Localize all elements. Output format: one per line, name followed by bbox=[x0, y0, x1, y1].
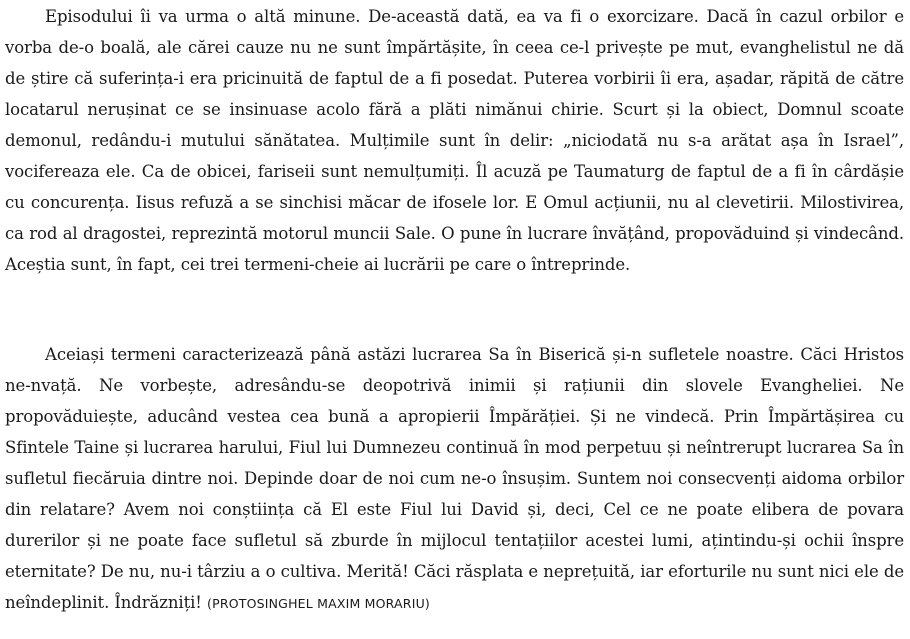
paragraph-2-text: Aceiași termeni caracterizează până astăzi lucrarea Sa în Biserică și-n sufletele noastre. Căci Hristos ne-nvață. Ne vorbește, adresându-se deopotrivă inimii și rațiunii din slovele Evangheliei. Ne propovăduiește, aducând vestea cea bună a apropierii Împărăției. Și ne vindecă. Prin Împărtășirea cu Sfintele Taine și lucrarea harului, Fiul lui Dumnezeu continuă în mod perpetuu și neîntrerupt lucrarea Sa în sufletul fiecăruia dintre noi. Depinde doar de noi cum ne-o însușim. Suntem noi consecvenți aidoma orbilor din relatare? Avem noi conștiința că El este Fiul lui David și, deci, Cel ce ne poate elibera de povara durerilor și ne poate face sufletul să zburde în mijlocul tentațiilor acestei lumi, ațintindu-și ochii înspre eternitate? De nu, nu-i târziu a o cultiva. Merită! Căci răsplata e neprețuită, iar eforturile nu sunt nici ele de neîndeplinit. Îndrăzniți! bbox=[5, 345, 904, 612]
paragraph-2 bbox=[5, 339, 904, 619]
author-signature: (PROTOSINGHEL MAXIM MORARIU) bbox=[207, 596, 431, 611]
paragraph-1-text: Episodului îi va urma o altă minune. De-această dată, ea va fi o exorcizare. Dacă în cazul orbilor e vorba de-o boală, ale cărei cauze nu ne sunt împărtășite, în ceea ce-l privește pe mut, evanghelistul ne dă de știre că suferința-i era pricinuită de faptul de a fi posedat. Puterea vorbirii îi era, așadar, răpită de către locatarul nerușinat ce se insinuase acolo fără a plăti nimănui chirie. Scurt și la obiect, Domnul scoate demonul, redându-i mutului sănătatea. Mulțimile sunt în delir: „niciodată nu s-a arătat așa în Israel”, vocifereaza ele. Ca de obicei, fariseii sunt nemulțumiți. Îl acuză pe Taumaturg de faptul de a fi în cârdășie cu concurența. Iisus refuză a se sinchisi măcar de ifosele lor. E Omul acțiunii, nu al clevetirii. Milostivirea, ca rod al dragostei, reprezintă motorul muncii Sale. O pune în lucrare învățând, propovăduind și vindecând. Aceștia sunt, în fapt, cei trei termeni-cheie ai lucrării pe care o întreprinde. bbox=[5, 7, 904, 274]
paragraph-1 bbox=[5, 1, 904, 280]
